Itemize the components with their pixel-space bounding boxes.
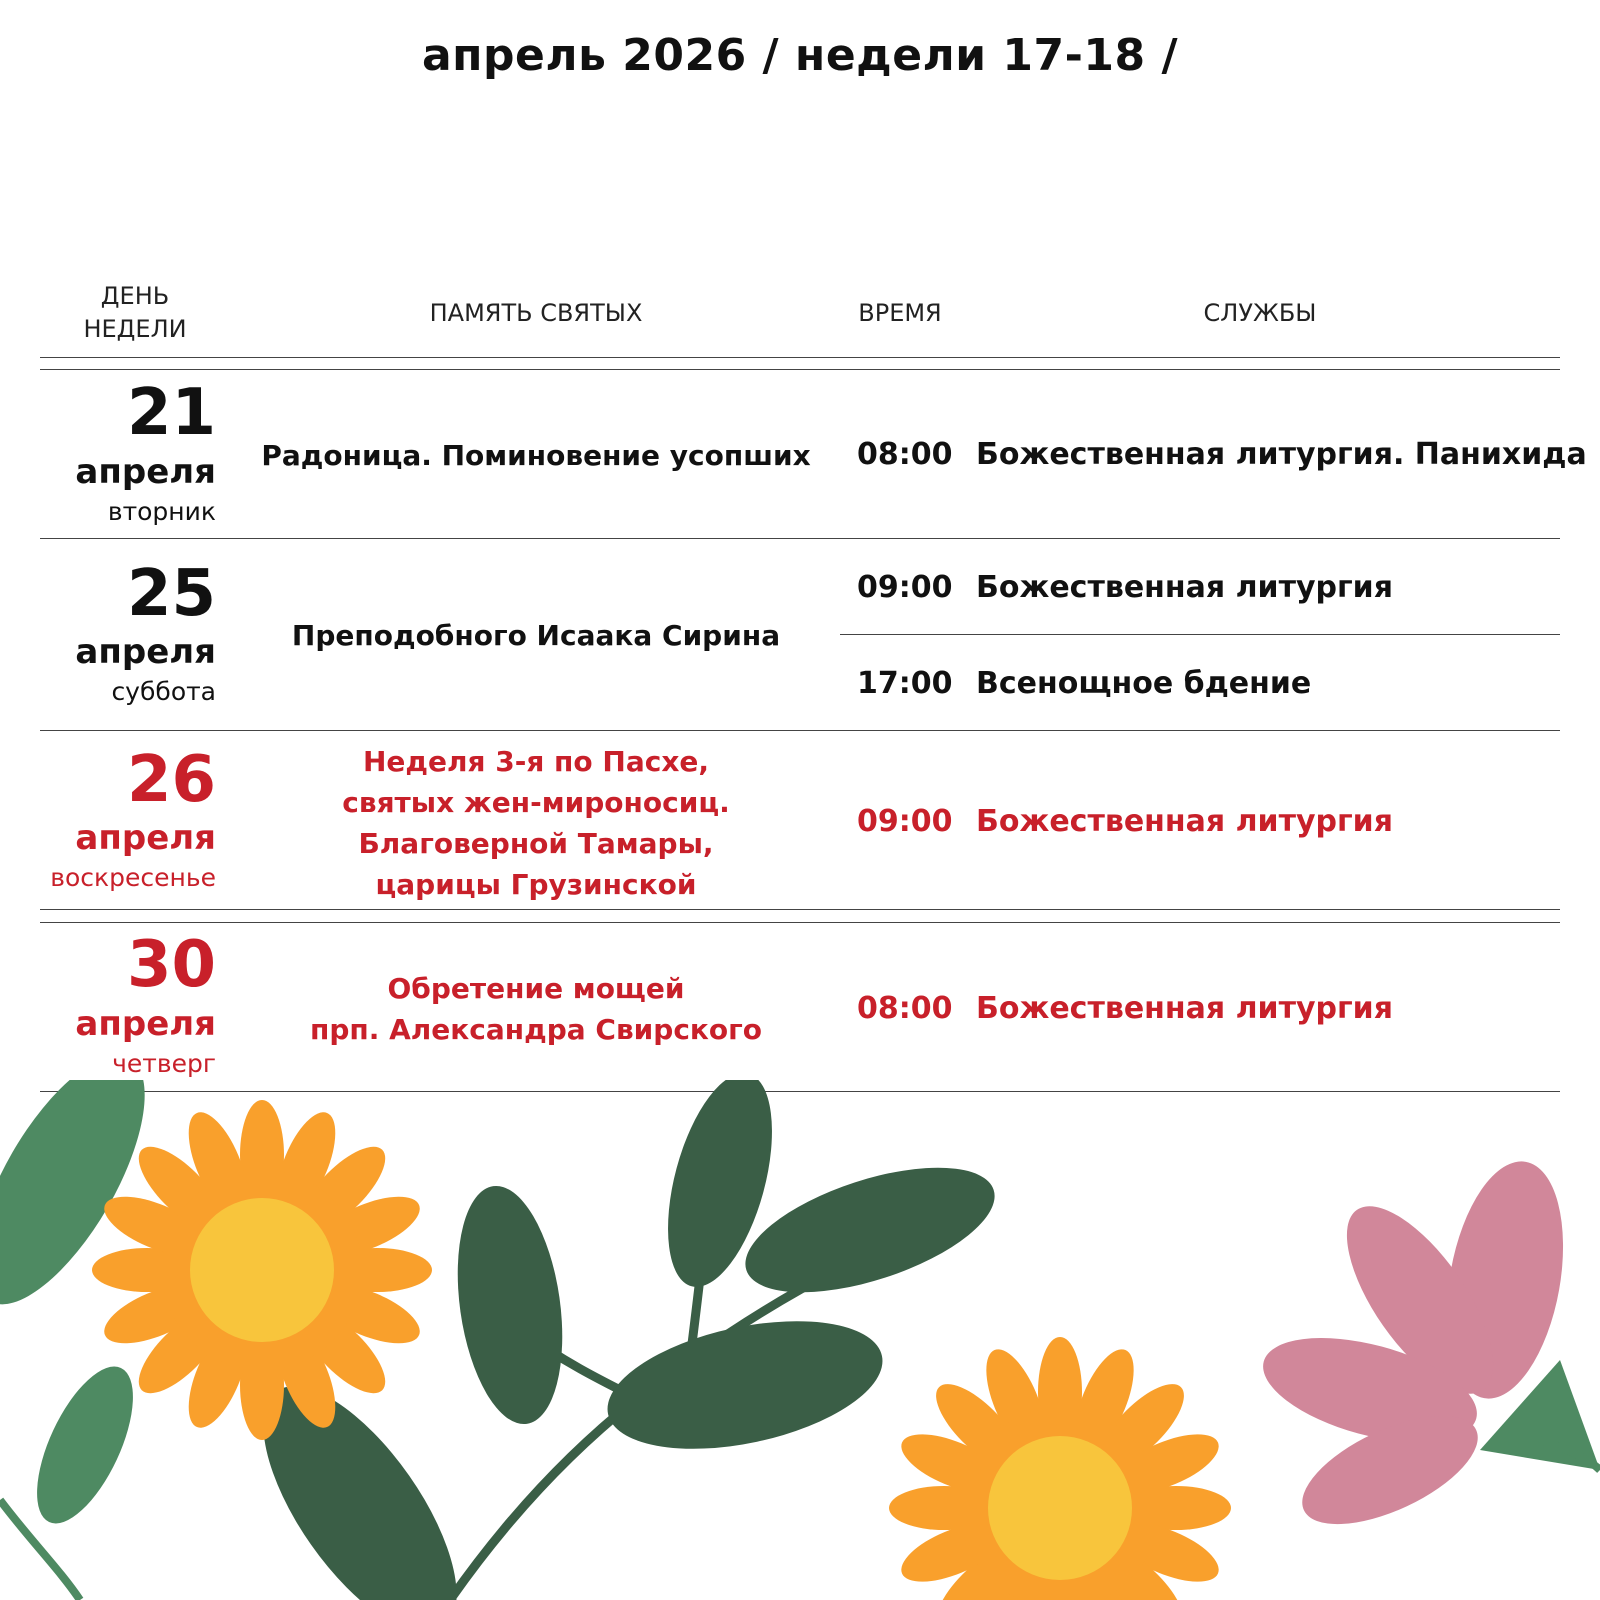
weekday-label: суббота (111, 677, 216, 706)
service-divider (840, 634, 1560, 635)
header-saints: ПАМЯТЬ СВЯТЫХ (429, 299, 643, 327)
orange-flower-small-icon (889, 1337, 1231, 1600)
service-time: 17:00 (857, 666, 953, 701)
saint-line: святых жен-мироносиц. (342, 786, 730, 819)
month-label: апреля (75, 1004, 216, 1044)
month-label: апреля (75, 632, 216, 672)
header-time: ВРЕМЯ (858, 299, 942, 327)
header-rule-top (40, 357, 1560, 358)
day-number: 30 (126, 928, 216, 1002)
saint-line: Обретение мощей (387, 972, 685, 1005)
row-divider (40, 730, 1560, 731)
saint-line: царицы Грузинской (375, 868, 697, 901)
day-number: 26 (126, 743, 216, 817)
day-number: 25 (126, 557, 216, 631)
page-title: апрель 2026 / недели 17-18 / (421, 30, 1179, 81)
saint-line: Благоверной Тамары, (358, 827, 714, 860)
month-label: апреля (75, 818, 216, 858)
saint-memory (260, 435, 812, 476)
header-day-of-week (60, 280, 210, 346)
header-day-line2: НЕДЕЛИ (83, 315, 187, 343)
day-number: 21 (126, 376, 216, 450)
service-name: Божественная литургия (976, 570, 1393, 605)
saint-line: Неделя 3-я по Пасхе, (362, 745, 710, 778)
service-name: Всенощное бдение (976, 666, 1312, 701)
weekday-label: воскресенье (50, 863, 216, 892)
service-time: 09:00 (857, 570, 953, 605)
service-time: 08:00 (857, 437, 953, 472)
row-divider (40, 538, 1560, 539)
floral-decoration (0, 1080, 1600, 1600)
service-name: Божественная литургия. Панихида (976, 437, 1587, 472)
header-rule-bottom (40, 369, 1560, 370)
service-time: 09:00 (857, 804, 953, 839)
service-name: Божественная литургия (976, 804, 1393, 839)
service-time: 08:00 (857, 991, 953, 1026)
saint-memory (260, 968, 812, 1050)
pink-flower-icon (1252, 1152, 1600, 1546)
header-day-line1: ДЕНЬ (100, 282, 170, 310)
header-services: СЛУЖБЫ (1203, 299, 1317, 327)
saint-line: прп. Александра Свирского (309, 1013, 763, 1046)
saint-memory (260, 741, 812, 905)
weekday-label: четверг (112, 1049, 216, 1078)
saint-memory (260, 615, 812, 656)
orange-flower-large-icon (92, 1100, 432, 1440)
weekday-label: вторник (107, 497, 216, 526)
service-name: Божественная литургия (976, 991, 1393, 1026)
saint-line: Преподобного Исаака Сирина (291, 619, 781, 652)
saint-line: Радоница. Поминовение усопших (261, 439, 811, 472)
row-divider (40, 922, 1560, 923)
month-label: апреля (75, 452, 216, 492)
row-divider (40, 909, 1560, 910)
